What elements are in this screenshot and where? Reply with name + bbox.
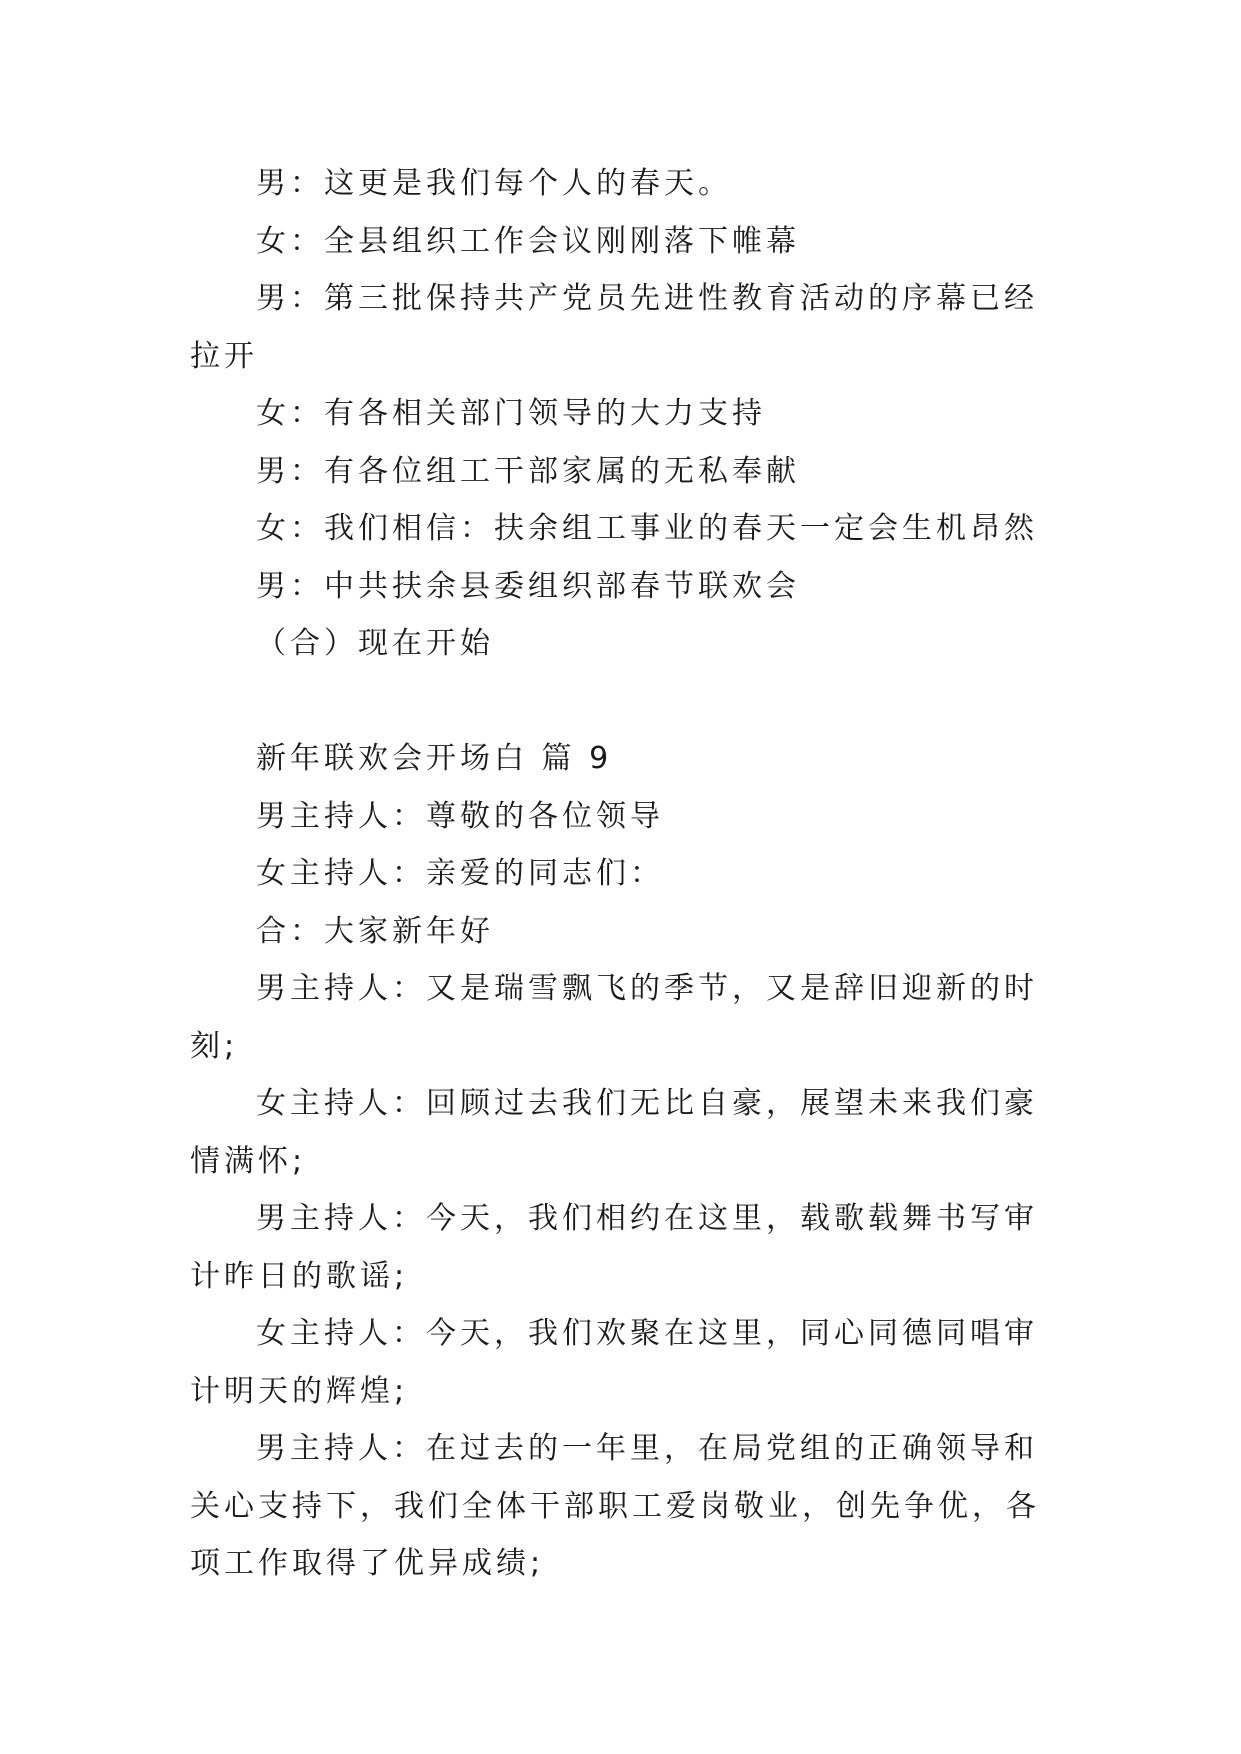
- dialogue-line: 女：有各相关部门领导的大力支持: [256, 396, 766, 431]
- dialogue-line: 女主持人：回顾过去我们无比自豪，展望未来我们豪情满怀;: [190, 1086, 1038, 1179]
- dialogue-line: 女主持人：今天，我们欢聚在这里，同心同德同唱审计明天的辉煌;: [190, 1316, 1038, 1409]
- dialogue-line: 男主持人：尊敬的各位领导: [256, 798, 664, 834]
- dialogue-line: 女主持人：亲爱的同志们：: [256, 856, 664, 891]
- section-spacer: [190, 673, 1050, 731]
- dialogue-line: 男：中共扶余县委组织部春节联欢会: [256, 568, 800, 604]
- dialogue-line: 男主持人：又是瑞雪飘飞的季节，又是辞旧迎新的时刻;: [190, 971, 1038, 1064]
- dialogue-line: 男：这更是我们每个人的春天。: [256, 166, 732, 201]
- document-body: [190, 155, 1050, 1593]
- section-title: 新年联欢会开场白 篇 9: [256, 741, 613, 776]
- dialogue-line: 男：有各位组工干部家属的无私奉献: [256, 453, 800, 489]
- dialogue-line: 女：我们相信：扶余组工事业的春天一定会生机昂然: [256, 511, 1038, 546]
- dialogue-line: 合：大家新年好: [256, 913, 494, 949]
- dialogue-line: 女：全县组织工作会议刚刚落下帷幕: [256, 223, 800, 259]
- dialogue-line: 男：第三批保持共产党员先进性教育活动的序幕已经拉开: [190, 281, 1038, 374]
- dialogue-line: （合）现在开始: [256, 626, 494, 661]
- dialogue-line: 男主持人：今天，我们相约在这里，载歌载舞书写审计昨日的歌谣;: [190, 1201, 1038, 1294]
- dialogue-line: 男主持人：在过去的一年里，在局党组的正确领导和关心支持下，我们全体干部职工爱岗敬业，创先争优，各项工作取得了优异成绩;: [190, 1431, 1040, 1581]
